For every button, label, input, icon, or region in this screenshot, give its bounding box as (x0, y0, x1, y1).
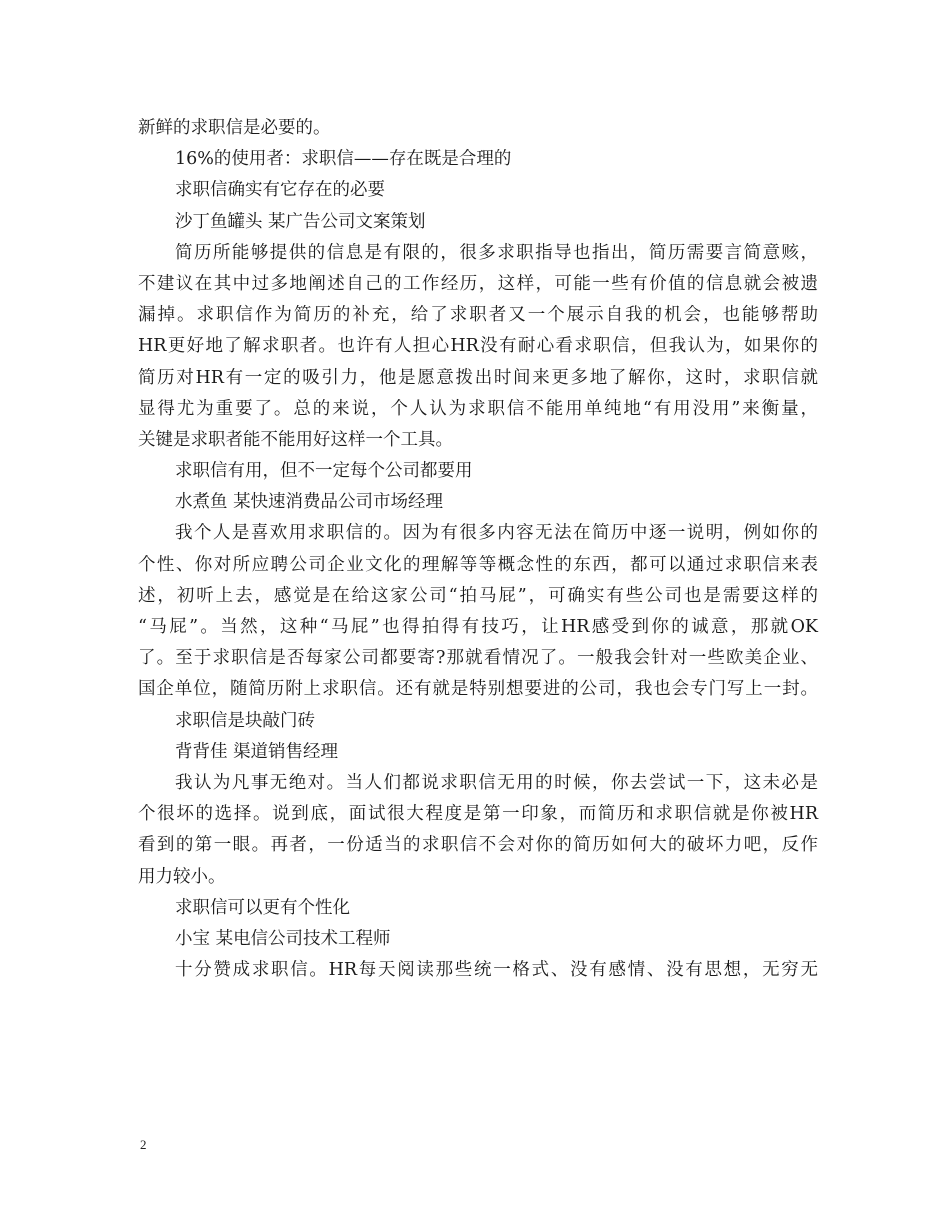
text-line: 漏掉。求职信作为简历的补充，给了求职者又一个展示自我的机会，也能够帮助 (138, 305, 818, 326)
document-body (138, 113, 818, 986)
text-line: 显得尤为重要了。总的来说，个人认为求职信不能用单纯地“有用没用”来衡量， (138, 398, 818, 419)
text-line: 十分赞成求职信。HR每天阅读那些统一格式、没有感情、没有思想，无穷无 (175, 960, 818, 981)
text-line: 新鲜的求职信是必要的。 (138, 118, 331, 138)
text-line: 了。至于求职信是否每家公司都要寄?那就看情况了。一般我会针对一些欧美企业、 (138, 648, 818, 669)
text-line: 简历对HR有一定的吸引力，他是愿意拨出时间来更多地了解你，这时，求职信就 (138, 367, 818, 388)
author-line: 背背佳 渠道销售经理 (175, 741, 339, 762)
text-line: 16%的使用者：求职信——存在既是合理的 (175, 149, 512, 170)
text-line: 个很坏的选择。说到底，面试很大程度是第一印象，而简历和求职信就是你被HR (138, 804, 818, 825)
author-line: 水煮鱼 某快速消费品公司市场经理 (175, 492, 444, 513)
text-line: 关键是求职者能不能用好这样一个工具。 (138, 429, 453, 450)
text-line: 用力较小。 (138, 866, 226, 887)
text-line: 看到的第一眼。再者，一份适当的求职信不会对你的简历如何大的破坏力吧，反作 (138, 835, 818, 856)
text-line: 我认为凡事无绝对。当人们都说求职信无用的时候，你去尝试一下，这未必是 (175, 772, 818, 793)
text-line: 不建议在其中过多地阐述自己的工作经历，这样，可能一些有价值的信息就会被遗 (138, 273, 818, 294)
text-line: 我个人是喜欢用求职信的。因为有很多内容无法在简历中逐一说明，例如你的 (175, 523, 818, 544)
section-heading: 求职信有用，但不一定每个公司都要用 (175, 461, 473, 482)
text-line: 个性、你对所应聘公司企业文化的理解等等概念性的东西，都可以通过求职信来表 (138, 554, 818, 575)
section-heading: 求职信确实有它存在的必要 (175, 180, 385, 201)
section-heading: 求职信可以更有个性化 (175, 897, 350, 918)
author-line: 小宝 某电信公司技术工程师 (175, 928, 391, 949)
text-line: 简历所能够提供的信息是有限的，很多求职指导也指出，简历需要言简意赅， (175, 242, 818, 263)
author-line: 沙丁鱼罐头 某广告公司文案策划 (175, 211, 426, 232)
text-line: “马屁”。当然，这种“马屁”也得拍得有技巧，让HR感受到你的诚意，那就OK (138, 617, 818, 637)
section-heading: 求职信是块敲门砖 (175, 710, 315, 731)
text-line: 述，初听上去，感觉是在给这家公司“拍马屁”，可确实有些公司也是需要这样的 (138, 585, 818, 606)
text-line: 国企单位，随简历附上求职信。还有就是特别想要进的公司，我也会专门写上一封。 (138, 679, 818, 700)
text-line: HR更好地了解求职者。也许有人担心HR没有耐心看求职信，但我认为，如果你的 (138, 336, 818, 357)
page-number: 2 (140, 1137, 147, 1152)
